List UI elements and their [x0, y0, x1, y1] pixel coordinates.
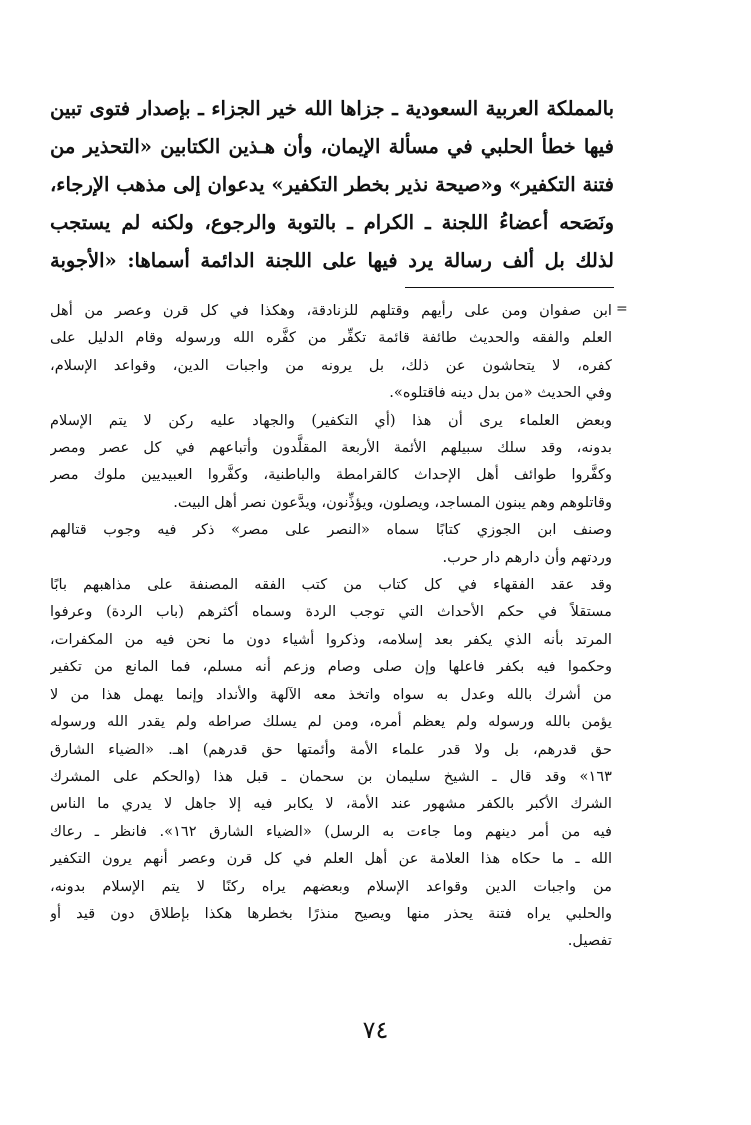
- footnote-line: المرتد بأنه الذي يكفر بعد إسلامه، وذكروا أشياء دون ما نحن فيه من المكفرات،: [50, 630, 612, 648]
- footnote-line: فيه من أمر دينهم وما جاءت به الرسل) «الضياء الشارق ١٦٢». فانظر ـ رعاك: [50, 822, 612, 840]
- footnote-line: وقاتلوهم وهم يبنون المساجد، ويصلون، ويؤذِّنون، ويدَّعون نصر أهل البيت.: [173, 493, 612, 511]
- footnote-line: الشرك الأكبر بالكفر مشهور عند الأمة، لا يكابر فيه إلا جاهل لا يدري ما الناس: [50, 795, 612, 813]
- footnote-line: كفره، لا يتحاشون عن ذلك، بل يرونه من واجبات الدين، وقواعد الإسلام،: [50, 356, 612, 374]
- footnote-line: وفي الحديث «من بدل دينه فاقتلوه».: [389, 384, 612, 402]
- main-text-line: فتنة التكفير» و«صيحة نذير بخطر التكفير» يدعوان إلى مذهب الإرجاء،: [50, 173, 614, 196]
- footnote-line: العلم والفقه والحديث طائفة قائمة تكفِّر من كفَّره الله ورسوله وقام الدليل على: [50, 329, 612, 347]
- footnote-line: من أشرك بالله وعدل به سواه واتخذ معه الآلهة والأنداد وإنما يهمل هذا من لا: [50, 685, 612, 703]
- footnote-line: وحكموا فيه بكفر فاعلها وإن صلى وصام وزعم أنه مسلم، فما المانع من تكفير: [50, 658, 612, 676]
- footnote-line: ١٦٣» وقد قال ـ الشيخ سليمان بن سحمان ـ قبل هذا (والحكم على المشرك: [50, 767, 612, 785]
- footnote-line: وصنف ابن الجوزي كتابًا سماه «النصر على مصر» ذكر فيه وجوب قتالهم: [50, 521, 612, 539]
- footnotes-block: [50, 297, 612, 955]
- footnote-line: تفصيل.: [567, 932, 612, 950]
- footnote-line: والحلبي يراه فتنة يحذر منها ويصيح منذرًا بخطرها هكذا بإطلاق دون قيد أو: [50, 904, 612, 922]
- footnote-line: وردتهم وأن دارهم دار حرب.: [442, 548, 612, 566]
- footnote-line: مستقلاً في حكم الأحداث التي توجب الردة وسماه أكثرهم (باب الردة) وعرفوا: [50, 603, 612, 621]
- footnote-line: يؤمن بالله ورسوله ولم يعظم أمره، ومن لم يسلك صراطه ولم يقدر الله ورسوله: [50, 713, 612, 731]
- footnote-line: بدونه، وقد سلك سبيلهم الأئمة الأربعة المقلَّدون وأتباعهم في كل عصر ومصر: [50, 439, 612, 457]
- footnote-line: ابن صفوان ومن على رأيهم وقتلهم للزنادقة، وهكذا في كل قرن وعصر من أهل: [50, 302, 612, 319]
- main-text-block: [50, 90, 614, 280]
- main-text-line: ونَصَحه أعضاءُ اللجنة ـ الكرام ـ بالتوبة والرجوع، ولكنه لم يستجب: [50, 211, 614, 234]
- footnote-line: وبعض العلماء يرى أن هذا (أي التكفير) والجهاد عليه ركن لا يتم الإسلام: [50, 411, 612, 429]
- footnote-line: وقد عقد الفقهاء في كل كتاب من كتب الفقه المصنفة على مذاهبهم بابًا: [50, 576, 612, 594]
- footnote-line: حق قدرهم، بل ولا قدر علماء الأمة وأئمتها حق قدرهم) اهـ. «الضياء الشارق: [50, 740, 612, 758]
- page-number: ٧٤: [362, 1016, 389, 1044]
- footnote-line: وكفَّروا طوائف أهل الإحداث كالقرامطة والباطنية، وكفَّروا العبيديين ملوك مصر: [50, 466, 612, 484]
- footnote-line: من واجبات الدين وقواعد الإسلام وبعضهم يراه ركنًا لا يتم الإسلام بدونه،: [50, 877, 612, 895]
- main-text-line: فيها خطأ الحلبي في مسألة الإيمان، وأن هـذين الكتابين «التحذير من: [50, 135, 614, 158]
- footnote-line: الله ـ ما حكاه هذا العلامة عن أهل العلم في كل قرن وعصر أنهم يرون التكفير: [50, 850, 612, 868]
- main-text-line: لذلك بل ألف رسالة يرد فيها على اللجنة الدائمة أسماها: «الأجوبة: [50, 249, 614, 272]
- footnote-separator-rule: [405, 287, 614, 288]
- footnote-continuation-marker: =: [616, 301, 628, 317]
- main-text-line: بالمملكة العربية السعودية ـ جزاها الله خير الجزاء ـ بإصدار فتوى تبين: [50, 97, 614, 120]
